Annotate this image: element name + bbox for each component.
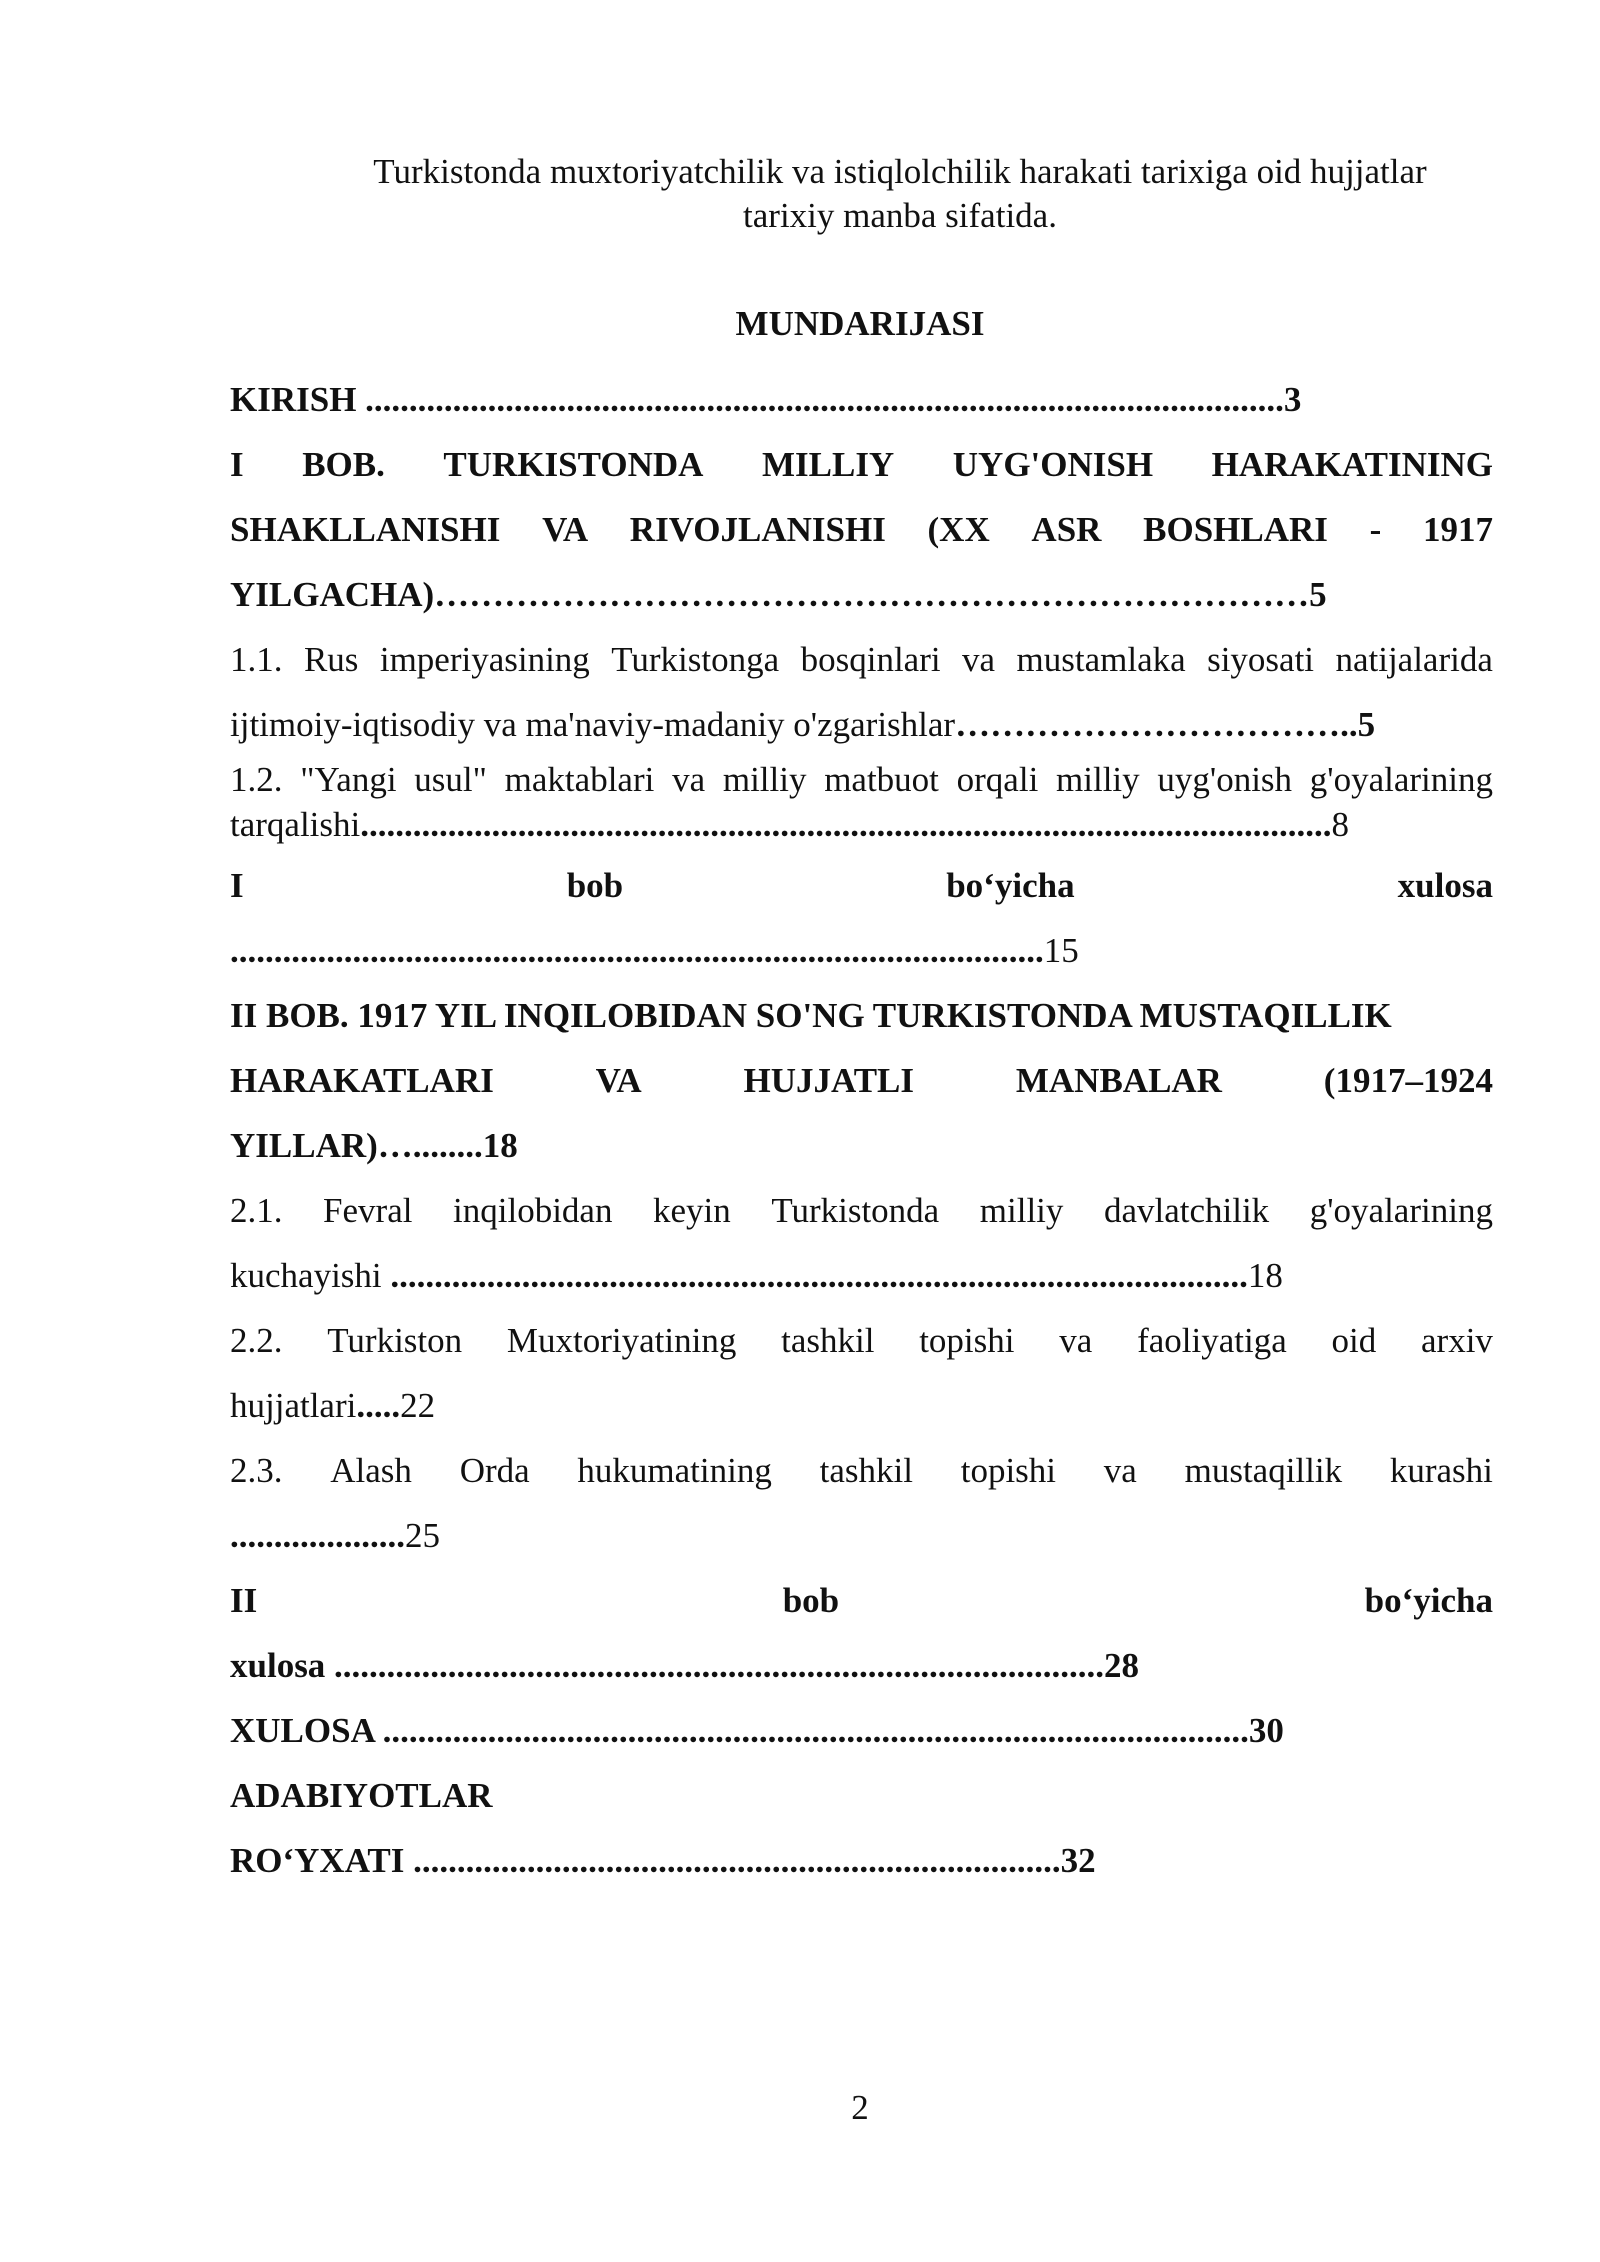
toc-word: g'oyalarining	[1309, 1191, 1493, 1230]
toc-entry-section-1-2	[230, 757, 1493, 847]
toc-line	[230, 1243, 1493, 1308]
toc-line	[230, 1308, 1493, 1373]
toc-word: milliy	[722, 760, 807, 799]
toc-word: II	[230, 1581, 258, 1620]
toc-word: Turkistonda	[771, 1191, 940, 1230]
toc-word: SHAKLLANISHI	[230, 510, 501, 549]
toc-word: BOB.	[302, 445, 385, 484]
toc-line	[230, 853, 1493, 918]
toc-line	[230, 1373, 1493, 1438]
toc-line: KIRISH .........................................................................................................3	[230, 380, 1302, 419]
toc-word: bo‘yicha	[946, 866, 1075, 905]
toc-word: va	[672, 760, 706, 799]
toc-text: ijtimoiy-iqtisodiy va ma'naviy-madaniy o'zgarishlar	[230, 705, 956, 744]
toc-line: xulosa ........................................................................................28	[230, 1646, 1140, 1685]
toc-page-number: 15	[1043, 931, 1079, 970]
toc-leader: ……………………………..5	[955, 705, 1376, 744]
toc-word: xulosa	[1397, 866, 1493, 905]
toc-line: II BOB. 1917 YIL INQILOBIDAN SO'NG TURKISTONDA MUSTAQILLIK	[230, 996, 1392, 1035]
toc-word: RIVOJLANISHI	[629, 510, 886, 549]
toc-word: topishi	[960, 1451, 1057, 1490]
toc-heading: MUNDARIJASI	[735, 304, 985, 343]
toc-word: Muxtoriyatining	[506, 1321, 737, 1360]
toc-word: HARAKATINING	[1211, 445, 1493, 484]
toc-word: mustamlaka	[1016, 640, 1186, 679]
toc-word: faoliyatiga	[1137, 1321, 1287, 1360]
toc-word: 1917	[1422, 510, 1493, 549]
toc-word: TURKISTONDA	[443, 445, 704, 484]
toc-page-number: 18	[1247, 1256, 1283, 1295]
toc-word: siyosati	[1207, 640, 1315, 679]
toc-entry-kirish	[230, 367, 1493, 432]
toc-word: -	[1369, 510, 1382, 549]
toc-leader: ..................................................................................................	[390, 1256, 1248, 1295]
toc-word: g'oyalarining	[1309, 760, 1493, 799]
toc-text: kuchayishi	[230, 1256, 391, 1295]
toc-word: inqilobidan	[453, 1191, 613, 1230]
topic-line-2: tarixiy manba sifatida.	[743, 196, 1057, 235]
toc-word: 2.1.	[230, 1191, 283, 1230]
toc-word: arxiv	[1421, 1321, 1493, 1360]
toc-leader: .............................................................................................	[230, 931, 1044, 970]
toc-line	[230, 692, 1493, 757]
toc-entry-section-2-1	[230, 1178, 1493, 1308]
toc-line: YILGACHA)…………………………………………………………………5	[230, 575, 1327, 614]
toc-word: maktablari	[504, 760, 655, 799]
toc-word: tashkil	[819, 1451, 913, 1490]
topic-line-1: Turkistonda muxtoriyatchilik va istiqlolchilik harakati tarixiga oid hujjatlar	[373, 152, 1427, 191]
page-number: 2	[851, 2088, 869, 2127]
toc-line	[230, 1438, 1493, 1503]
toc-word: Fevral	[323, 1191, 413, 1230]
toc-word: VA	[542, 510, 589, 549]
toc-line: RO‘YXATI ..........................................................................32	[230, 1841, 1096, 1880]
toc-word: HARAKATLARI	[230, 1061, 494, 1100]
toc-line	[230, 1048, 1493, 1113]
toc-word: Turkiston	[327, 1321, 463, 1360]
toc-entry-references	[230, 1763, 1493, 1893]
toc-line	[230, 1178, 1493, 1243]
toc-word: ASR	[1031, 510, 1102, 549]
toc-word: va	[1059, 1321, 1093, 1360]
toc-line	[230, 802, 1493, 847]
toc-word: topishi	[919, 1321, 1015, 1360]
toc-line	[230, 432, 1493, 497]
toc-word: milliy	[979, 1191, 1064, 1230]
toc-word: matbuot	[824, 760, 939, 799]
toc-line	[230, 1568, 1493, 1633]
toc-word: I	[230, 866, 244, 905]
toc-word: va	[962, 640, 996, 679]
toc-page-number: 8	[1331, 805, 1349, 844]
toc-page-number: 25	[405, 1516, 440, 1555]
toc-word: usul"	[414, 760, 487, 799]
toc-word: VA	[595, 1061, 642, 1100]
toc-word: Rus	[303, 640, 359, 679]
toc-word: UYG'ONISH	[952, 445, 1154, 484]
toc-word: mustaqillik	[1184, 1451, 1343, 1490]
toc-page-number: 22	[400, 1386, 436, 1425]
toc-word: oid	[1331, 1321, 1377, 1360]
toc-word: bob	[566, 866, 624, 905]
toc-line: ADABIYOTLAR	[230, 1776, 493, 1815]
toc-word: Orda	[459, 1451, 530, 1490]
toc-leader: .....	[356, 1386, 401, 1425]
toc-entry-summary-2	[230, 1568, 1493, 1698]
toc-entry-chapter-1	[230, 432, 1493, 627]
toc-word: davlatchilik	[1103, 1191, 1270, 1230]
toc-line	[230, 497, 1493, 562]
toc-line	[230, 627, 1493, 692]
toc-line	[230, 1503, 1493, 1568]
toc-word: HUJJATLI	[743, 1061, 915, 1100]
toc-word: orqali	[956, 760, 1039, 799]
toc-entry-section-2-2	[230, 1308, 1493, 1438]
toc-line: YILLAR)…........18	[230, 1126, 518, 1165]
toc-word: (XX	[927, 510, 990, 549]
toc-word: MILLIY	[761, 445, 895, 484]
toc-word: Alash	[330, 1451, 412, 1490]
toc-word: uyg'onish	[1157, 760, 1293, 799]
toc-word: Turkistonga	[611, 640, 780, 679]
toc-entry-section-1-1	[230, 627, 1493, 757]
toc-word: natijalarida	[1335, 640, 1493, 679]
toc-entry-xulosa	[230, 1698, 1493, 1763]
toc-word: 2.2.	[230, 1321, 283, 1360]
toc-line	[230, 757, 1493, 802]
toc-word: tashkil	[781, 1321, 875, 1360]
toc-word: milliy	[1056, 760, 1140, 799]
toc-text: tarqalishi	[230, 805, 361, 844]
toc-word: keyin	[653, 1191, 731, 1230]
toc-word: bob	[782, 1581, 840, 1620]
toc-text: hujjatlari	[230, 1386, 357, 1425]
toc-word: va	[1103, 1451, 1137, 1490]
table-of-contents	[230, 367, 1493, 1893]
toc-entry-section-2-3	[230, 1438, 1493, 1568]
toc-word: 1.1.	[230, 640, 283, 679]
toc-leader: ....................	[230, 1516, 405, 1555]
toc-word: MANBALAR	[1015, 1061, 1222, 1100]
toc-word: BOSHLARI	[1143, 510, 1328, 549]
toc-entry-summary-1	[230, 853, 1493, 983]
toc-word: kurashi	[1389, 1451, 1493, 1490]
toc-word: 1.2.	[230, 760, 283, 799]
toc-word: imperiyasining	[379, 640, 590, 679]
toc-word: bosqinlari	[800, 640, 941, 679]
toc-line	[230, 918, 1493, 983]
toc-word: 2.3.	[230, 1451, 283, 1490]
toc-word: bo‘yicha	[1364, 1581, 1493, 1620]
toc-leader: ...............................................................................................................	[360, 805, 1332, 844]
toc-entry-chapter-2	[230, 983, 1493, 1178]
toc-word: I	[230, 445, 244, 484]
toc-word: hukumatining	[577, 1451, 772, 1490]
toc-word: "Yangi	[300, 760, 397, 799]
toc-word: (1917–1924	[1323, 1061, 1493, 1100]
document-topic	[300, 150, 1500, 238]
toc-line: XULOSA ...................................................................................................30	[230, 1711, 1284, 1750]
